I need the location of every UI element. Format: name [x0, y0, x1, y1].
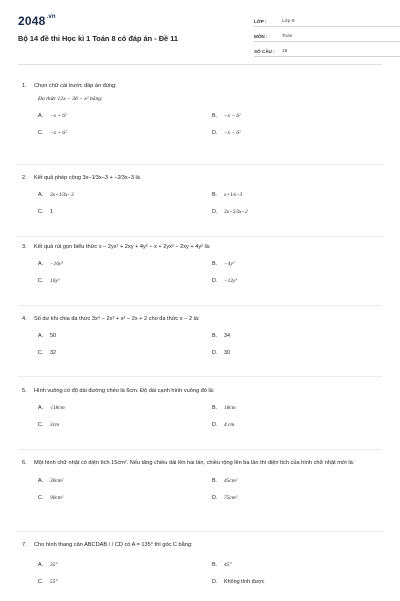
info-label: SỐ CÂU :: [254, 49, 275, 54]
options: [38, 477, 382, 517]
option-a[interactable]: A. 35°: [38, 562, 58, 568]
question-stem: Kết quả rút gọn biểu thức x − 2yx² + 2xy + 4y² − x + 2yx² − 2xy + 4y² là:: [34, 244, 211, 250]
option-b[interactable]: B. 18cm: [212, 405, 236, 411]
page-header: [18, 12, 390, 60]
option-a[interactable]: A. 30cm²: [38, 478, 64, 484]
option-b[interactable]: B. 34: [212, 333, 230, 339]
option-b[interactable]: B. −x − 6²: [212, 113, 241, 119]
options: [38, 112, 382, 152]
option-d[interactable]: D. 3x−5⁄3x−2: [212, 209, 248, 215]
options: [38, 260, 382, 300]
question-1: [22, 82, 382, 152]
question-divider: [18, 531, 382, 532]
option-c[interactable]: C. 1: [38, 209, 53, 215]
option-b[interactable]: B. 45cm²: [212, 478, 238, 484]
question-number: 1.: [22, 83, 27, 89]
options: [38, 191, 382, 231]
option-c[interactable]: C. 32: [38, 350, 56, 356]
question-2: [22, 174, 382, 231]
question-divider: [18, 164, 382, 165]
option-c[interactable]: C. −x + 6²: [38, 130, 67, 136]
question-divider: [18, 449, 382, 450]
info-row-subject: [254, 29, 400, 42]
option-a[interactable]: A. 50: [38, 333, 56, 339]
options: [38, 561, 382, 601]
question-stem: Kết quả phép cộng 3x−1⁄3x−3 + −2⁄3x−3 là: [34, 175, 140, 181]
option-c[interactable]: C. 55°: [38, 579, 58, 585]
question-number: 5.: [22, 388, 27, 394]
info-panel: [254, 14, 400, 59]
option-d[interactable]: D. −x − 6²: [212, 130, 241, 136]
info-row-count: [254, 44, 400, 57]
question-number: 4.: [22, 316, 27, 322]
option-b[interactable]: B. −4y³: [212, 261, 235, 267]
info-row-class: [254, 14, 400, 27]
question-stem: Chọn chữ cái trước đáp án đúng:: [34, 83, 117, 89]
header-divider: [18, 64, 382, 65]
info-value: Lớp 8: [282, 19, 295, 24]
option-c[interactable]: C. 90cm²: [38, 495, 64, 501]
question-stem: Một hình chữ nhật có diện tích 15cm². Nếu tăng chiều dài lên hai lần, chiều rộng lên ba lần thì diện tích của hình chữ nhật mới là:: [34, 460, 355, 466]
question-5: [22, 387, 382, 444]
site-logo[interactable]: [18, 14, 56, 28]
question-stem: Cho hình thang cân ABCDAB / / CD có A = 135° thì góc C bằng:: [34, 542, 193, 548]
option-b[interactable]: B. x+1⁄x−3: [212, 192, 243, 198]
question-6: [22, 459, 382, 517]
logo-text: 2048: [18, 14, 46, 28]
logo-suffix: .vn: [46, 14, 56, 20]
document-title: Bộ 14 đề thi Học kì 1 Toán 8 có đáp án - Đề 11: [18, 34, 179, 43]
question-4: [22, 315, 382, 372]
option-a[interactable]: A. 3x+1⁄3x−3: [38, 192, 74, 198]
option-a[interactable]: A. −16y³: [38, 261, 64, 267]
option-c[interactable]: C. 3cm: [38, 422, 59, 428]
question-3: [22, 243, 382, 300]
option-d[interactable]: D. Không tính được: [212, 579, 265, 585]
question-divider: [18, 305, 382, 306]
info-value: 19: [282, 49, 288, 54]
info-label: LỚP :: [254, 19, 267, 24]
option-a[interactable]: A. √18cm: [38, 405, 65, 411]
info-value: Toán: [282, 34, 293, 39]
question-stem: Hình vuông có độ dài đường chéo là 6cm. Độ dài cạnh hình vuông đó là:: [34, 388, 215, 394]
question-subtext: Đa thức 12x − 36 − x² bằng:: [38, 96, 103, 102]
options: [38, 332, 382, 372]
option-d[interactable]: D. 30: [212, 350, 230, 356]
question-number: 6.: [22, 460, 27, 466]
question-number: 2.: [22, 175, 27, 181]
question-number: 7.: [22, 542, 27, 548]
question-7: [22, 541, 382, 601]
info-label: MÔN :: [254, 34, 268, 39]
option-a[interactable]: A. −x + 6²: [38, 113, 67, 119]
question-stem: Số dư khi chia đa thức 3x⁴ − 2x³ + x² − 2x + 2 cho đa thức x − 2 là:: [34, 316, 200, 322]
option-c[interactable]: C. 16y³: [38, 278, 60, 284]
question-number: 3.: [22, 244, 27, 250]
question-divider: [18, 376, 382, 377]
option-d[interactable]: D. 4 cm: [212, 422, 235, 428]
option-d[interactable]: D. 75cm²: [212, 495, 238, 501]
question-divider: [18, 236, 382, 237]
option-b[interactable]: B. 45°: [212, 562, 232, 568]
options: [38, 404, 382, 444]
option-d[interactable]: D. −12y³: [212, 278, 238, 284]
